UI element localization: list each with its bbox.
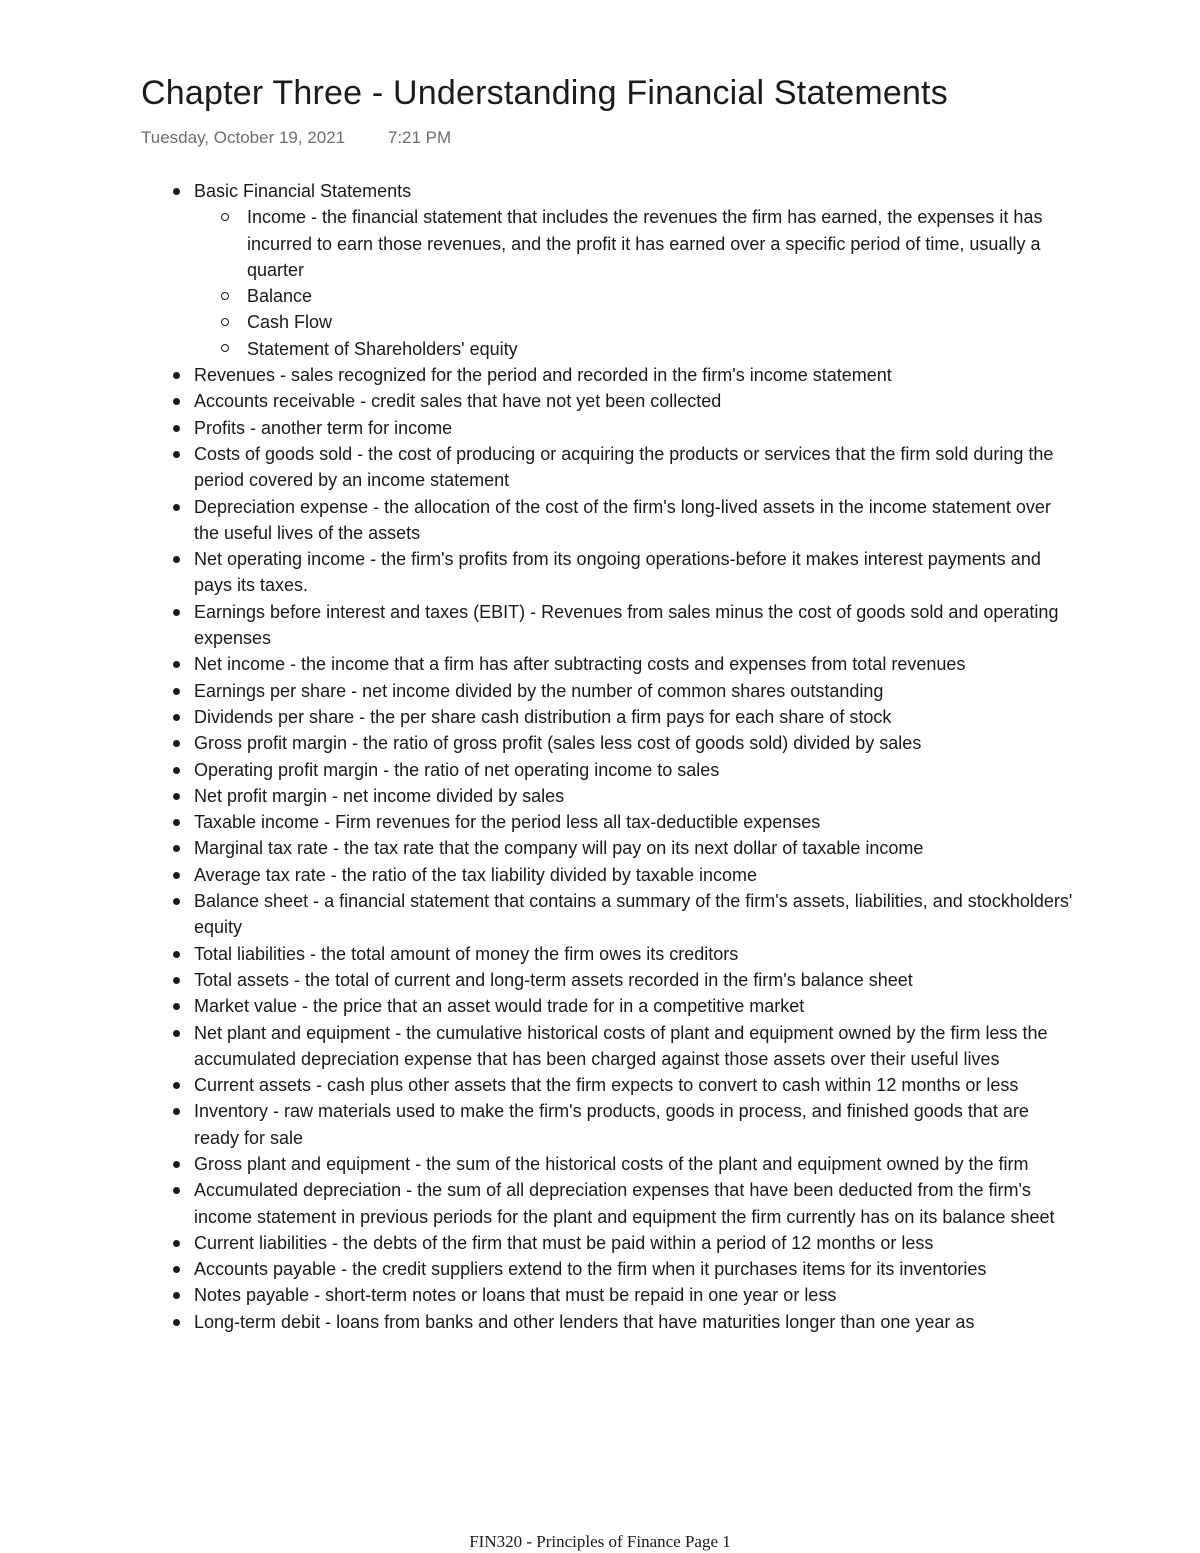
list-item-text: Costs of goods sold - the cost of producing or acquiring the products or services that the firm sold during the period covered by an income statement — [194, 443, 1054, 491]
list-item-text: Accumulated depreciation - the sum of all depreciation expenses that have been deducted from the firm's income statement in previous periods for the plant and equipment the firm currently has on its balance sheet — [194, 1180, 1055, 1227]
list-item-text: Dividends per share - the per share cash distribution a firm pays for each share of stock — [194, 706, 892, 727]
note-timestamp — [141, 128, 451, 148]
list-item-text: Accounts payable - the credit suppliers extend to the firm when it purchases items for its inventories — [194, 1259, 987, 1280]
note-date: Tuesday, October 19, 2021 — [141, 128, 346, 147]
list-item — [194, 651, 1074, 677]
list-item — [194, 1256, 1074, 1282]
list-item-text: Inventory - raw materials used to make the firm's products, goods in process, and finished goods that are ready for sale — [194, 1101, 1029, 1148]
sub-list — [194, 204, 1074, 362]
page-title: Chapter Three - Understanding Financial Statements — [141, 74, 948, 112]
list-item — [194, 1072, 1074, 1098]
list-item-text: Taxable income - Firm revenues for the period less all tax-deductible expenses — [194, 812, 821, 833]
list-item-text: Profits - another term for income — [194, 417, 453, 438]
list-item-text: Long-term debit - loans from banks and other lenders that have maturities longer than one year as — [194, 1311, 975, 1332]
list-item — [194, 441, 1074, 494]
list-item — [194, 757, 1074, 783]
list-item — [194, 704, 1074, 730]
list-item — [194, 388, 1074, 414]
sub-list-item: Balance — [247, 283, 1074, 309]
list-item-text: Notes payable - short-term notes or loans that must be repaid in one year or less — [194, 1285, 837, 1306]
sub-list-item: Statement of Shareholders' equity — [247, 336, 1074, 362]
definitions-list — [194, 178, 1074, 1335]
list-item — [194, 809, 1074, 835]
list-item-text: Current assets - cash plus other assets that the firm expects to convert to cash within 12 months or less — [194, 1075, 1019, 1096]
list-item-text: Net plant and equipment - the cumulative historical costs of plant and equipment owned by the firm less the accumulated depreciation expense that has been charged against those assets over their useful lives — [194, 1022, 1048, 1069]
list-item-text: Marginal tax rate - the tax rate that the company will pay on its next dollar of taxable income — [194, 838, 924, 859]
list-item — [194, 783, 1074, 809]
list-item-text: Earnings before interest and taxes (EBIT) - Revenues from sales minus the cost of goods sold and operating expenses — [194, 601, 1059, 649]
list-item-text: Market value - the price that an asset would trade for in a competitive market — [194, 996, 805, 1017]
sub-list-item: Cash Flow — [247, 309, 1074, 335]
list-item — [194, 1282, 1074, 1308]
list-item-text: Average tax rate - the ratio of the tax liability divided by taxable income — [194, 864, 757, 885]
list-item-text: Operating profit margin - the ratio of net operating income to sales — [194, 759, 720, 780]
list-item — [194, 546, 1074, 599]
list-item — [194, 599, 1074, 652]
list-item-text: Depreciation expense - the allocation of the cost of the firm's long-lived assets in the income statement over the useful lives of the assets — [194, 496, 1051, 543]
list-item-text: Net operating income - the firm's profits from its ongoing operations-before it makes interest payments and pays its taxes. — [194, 549, 1041, 596]
list-item — [194, 862, 1074, 888]
list-item-text: Total liabilities - the total amount of money the firm owes its creditors — [194, 943, 739, 964]
list-item-text: Earnings per share - net income divided by the number of common shares outstanding — [194, 680, 884, 701]
list-item — [194, 1230, 1074, 1256]
list-item-text: Total assets - the total of current and long-term assets recorded in the firm's balance sheet — [194, 969, 913, 990]
list-item — [194, 993, 1074, 1019]
list-item — [194, 1151, 1074, 1177]
list-item-text: Current liabilities - the debts of the firm that must be paid within a period of 12 months or less — [194, 1232, 934, 1253]
note-time: 7:21 PM — [387, 128, 452, 147]
list-item — [194, 678, 1074, 704]
list-item — [194, 178, 1074, 362]
list-item — [194, 415, 1074, 441]
list-item-text: Revenues - sales recognized for the period and recorded in the firm's income statement — [194, 365, 892, 386]
list-item — [194, 888, 1074, 941]
page-footer: FIN320 - Principles of Finance Page 1 — [469, 1532, 731, 1551]
list-item — [194, 362, 1074, 388]
sub-list-item: Income - the financial statement that includes the revenues the firm has earned, the expenses it has incurred to earn those revenues, and the profit it has earned over a specific period of time, usually a quarter — [247, 204, 1074, 283]
list-item — [194, 1020, 1074, 1073]
list-item — [194, 835, 1074, 861]
list-item — [194, 494, 1074, 547]
list-item — [194, 1177, 1074, 1230]
list-item-text: Accounts receivable - credit sales that have not yet been collected — [194, 391, 722, 412]
list-item — [194, 941, 1074, 967]
list-item — [194, 1098, 1074, 1151]
list-item — [194, 1309, 1074, 1335]
list-item-text: Net profit margin - net income divided by sales — [194, 785, 565, 806]
list-item-text: Gross plant and equipment - the sum of the historical costs of the plant and equipment owned by the firm — [194, 1153, 1029, 1174]
list-item-text: Balance sheet - a financial statement that contains a summary of the firm's assets, liabilities, and stockholders' equity — [194, 891, 1073, 938]
list-item-text: Net income - the income that a firm has after subtracting costs and expenses from total revenues — [194, 654, 966, 675]
list-item — [194, 730, 1074, 756]
list-item — [194, 967, 1074, 993]
list-item-text: Basic Financial Statements — [194, 181, 412, 201]
list-item-text: Gross profit margin - the ratio of gross profit (sales less cost of goods sold) divided by sales — [194, 733, 922, 754]
